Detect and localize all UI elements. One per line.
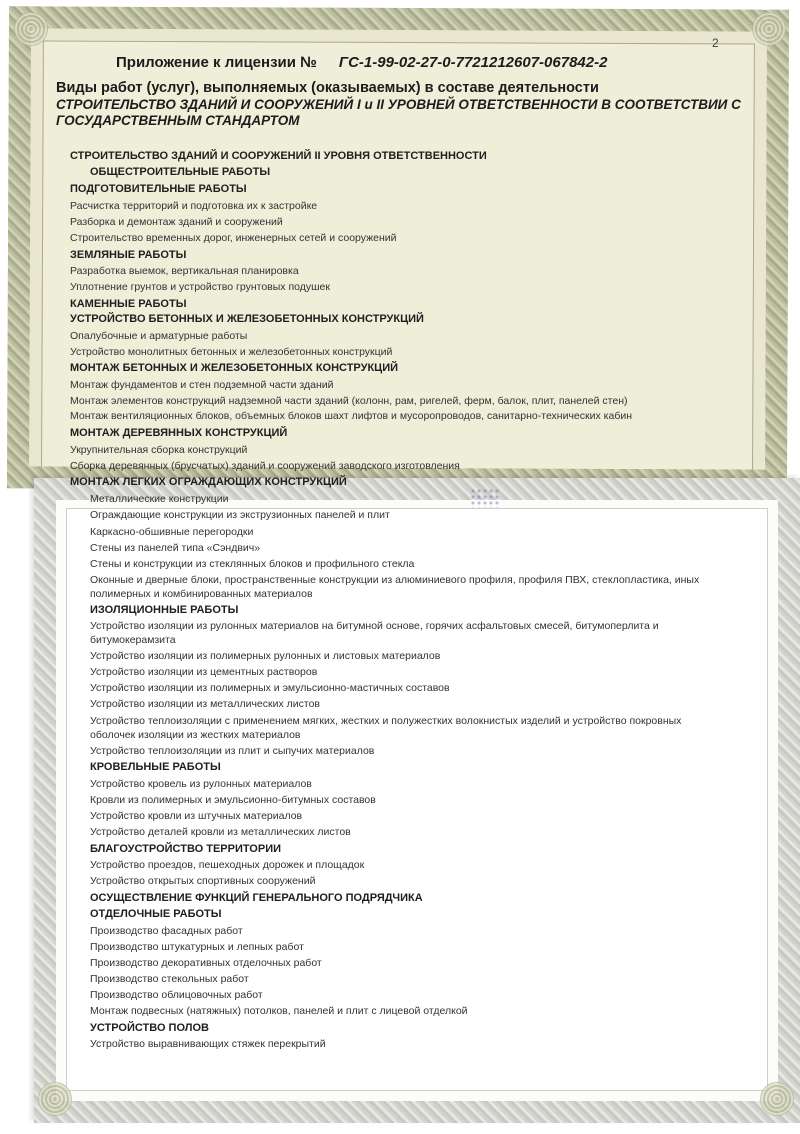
list-item: Разработка выемок, вертикальная планировка [70,265,299,277]
document-subtitle: Виды работ (услуг), выполняемых (оказываемых) в составе деятельности [56,80,599,96]
list-item: Каркасно-обшивные перегородки [90,526,254,538]
section-heading: МОНТАЖ БЕТОННЫХ И ЖЕЛЕЗОБЕТОННЫХ КОНСТРУКЦИЙ [70,362,399,374]
section-heading: КРОВЕЛЬНЫЕ РАБОТЫ [90,761,221,773]
list-item: Производство облицовочных работ [90,989,263,1001]
page-number: 2 [712,36,719,50]
section-heading: УСТРОЙСТВО ПОЛОВ [90,1022,209,1034]
list-item: Производство штукатурных и лепных работ [90,941,304,953]
list-item: Разборка и демонтаж зданий и сооружений [70,216,283,228]
activity-title: СТРОИТЕЛЬСТВО ЗДАНИЙ И СООРУЖЕНИЙ I и II УРОВНЕЙ ОТВЕТСТВЕННОСТИ В СООТВЕТСТВИИ С ГОСУДАРСТВЕННЫМ СТАНДАРТОМ [56,97,741,128]
section-heading: ИЗОЛЯЦИОННЫЕ РАБОТЫ [90,604,239,616]
section-heading: МОНТАЖ ДЕРЕВЯННЫХ КОНСТРУКЦИЙ [70,427,288,439]
list-item: Устройство теплоизоляции с применением мягких, жестких и полужестких волокнистых изделий и устройство покровных оболочек изоляции из жестких материалов [90,715,682,741]
list-item: Оконные и дверные блоки, пространственные конструкции из алюминиевого профиля, профиля ПВХ, стеклопластика, иных полимерных и комбинированных материалов [90,574,700,600]
section-heading: СТРОИТЕЛЬСТВО ЗДАНИЙ И СООРУЖЕНИЙ II УРОВНЯ ОТВЕТСТВЕННОСТИ [70,150,487,162]
section-heading: ОТДЕЛОЧНЫЕ РАБОТЫ [90,908,222,920]
corner-rosette-icon [760,1082,794,1116]
section-heading: МОНТАЖ ЛЕГКИХ ОГРАЖДАЮЩИХ КОНСТРУКЦИЙ [70,476,347,488]
list-item: Производство декоративных отделочных работ [90,957,322,969]
list-item: Производство фасадных работ [90,925,243,937]
section-heading: ОСУЩЕСТВЛЕНИЕ ФУНКЦИЙ ГЕНЕРАЛЬНОГО ПОДРЯДЧИКА [90,892,423,904]
list-item: Укрупнительная сборка конструкций [70,444,248,456]
list-item: Устройство кровли из штучных материалов [90,810,303,822]
section-heading: КАМЕННЫЕ РАБОТЫ [70,298,187,310]
section-heading: ОБЩЕСТРОИТЕЛЬНЫЕ РАБОТЫ [90,166,271,178]
list-item: Устройство изоляции из полимерных и эмульсионно-мастичных составов [90,682,450,694]
list-item: Устройство деталей кровли из металлических листов [90,826,351,838]
list-item: Стены из панелей типа «Сэндвич» [90,542,261,554]
list-item: Металлические конструкции [90,493,229,505]
section-heading: ПОДГОТОВИТЕЛЬНЫЕ РАБОТЫ [70,183,247,195]
list-item: Монтаж подвесных (натяжных) потолков, панелей и плит с лицевой отделкой [90,1005,468,1017]
list-item: Ограждающие конструкции из экструзионных панелей и плит [90,509,390,521]
corner-rosette-icon [14,12,48,46]
list-item: Устройство изоляции из полимерных рулонных и листовых материалов [90,650,441,662]
list-item: Устройство проездов, пешеходных дорожек и площадок [90,859,365,871]
ink-stamp-trace [470,488,500,508]
corner-rosette-icon [38,1082,72,1116]
list-item: Устройство кровель из рулонных материалов [90,778,312,790]
list-item: Устройство изоляции из цементных растворов [90,666,318,678]
section-heading: БЛАГОУСТРОЙСТВО ТЕРРИТОРИИ [90,843,282,855]
list-item: Стены и конструкции из стеклянных блоков и профильного стекла [90,558,415,570]
list-item: Устройство теплоизоляции из плит и сыпучих материалов [90,745,375,757]
list-item: Устройство изоляции из металлических листов [90,698,320,710]
appendix-title [116,54,607,71]
list-item: Монтаж вентиляционных блоков, объемных блоков шахт лифтов и мусоропроводов, санитарно-технических кабин [70,410,632,422]
list-item: Устройство открытых спортивных сооружений [90,875,316,887]
list-item: Устройство монолитных бетонных и железобетонных конструкций [70,346,393,358]
list-item: Монтаж фундаментов и стен подземной части зданий [70,379,334,391]
section-heading: УСТРОЙСТВО БЕТОННЫХ И ЖЕЛЕЗОБЕТОННЫХ КОНСТРУКЦИЙ [70,313,424,325]
list-item: Производство стекольных работ [90,973,249,985]
corner-rosette-icon [752,12,786,46]
list-item: Кровли из полимерных и эмульсионно-битумных составов [90,794,376,806]
section-heading: ЗЕМЛЯНЫЕ РАБОТЫ [70,249,187,261]
list-item: Расчистка территорий и подготовка их к застройке [70,200,318,212]
list-item: Устройство изоляции из рулонных материалов на битумной основе, горячих асфальтовых смесей, битумоперлита и битумокерамзита [90,620,659,646]
list-item: Опалубочные и арматурные работы [70,330,248,342]
list-item: Сборка деревянных (брусчатых) зданий и сооружений заводского изготовления [70,460,460,472]
license-number: ГС-1-99-02-27-0-7721212607-067842-2 [338,54,608,71]
list-item: Уплотнение грунтов и устройство грунтовых подушек [70,281,330,293]
list-item: Строительство временных дорог, инженерных сетей и сооружений [70,232,397,244]
list-item: Устройство выравнивающих стяжек перекрытий [90,1038,326,1050]
list-item: Монтаж элементов конструкций надземной части зданий (колонн, рам, ригелей, ферм, балок, плит, панелей стен) [70,395,628,407]
appendix-label: Приложение к лицензии № [116,54,317,71]
